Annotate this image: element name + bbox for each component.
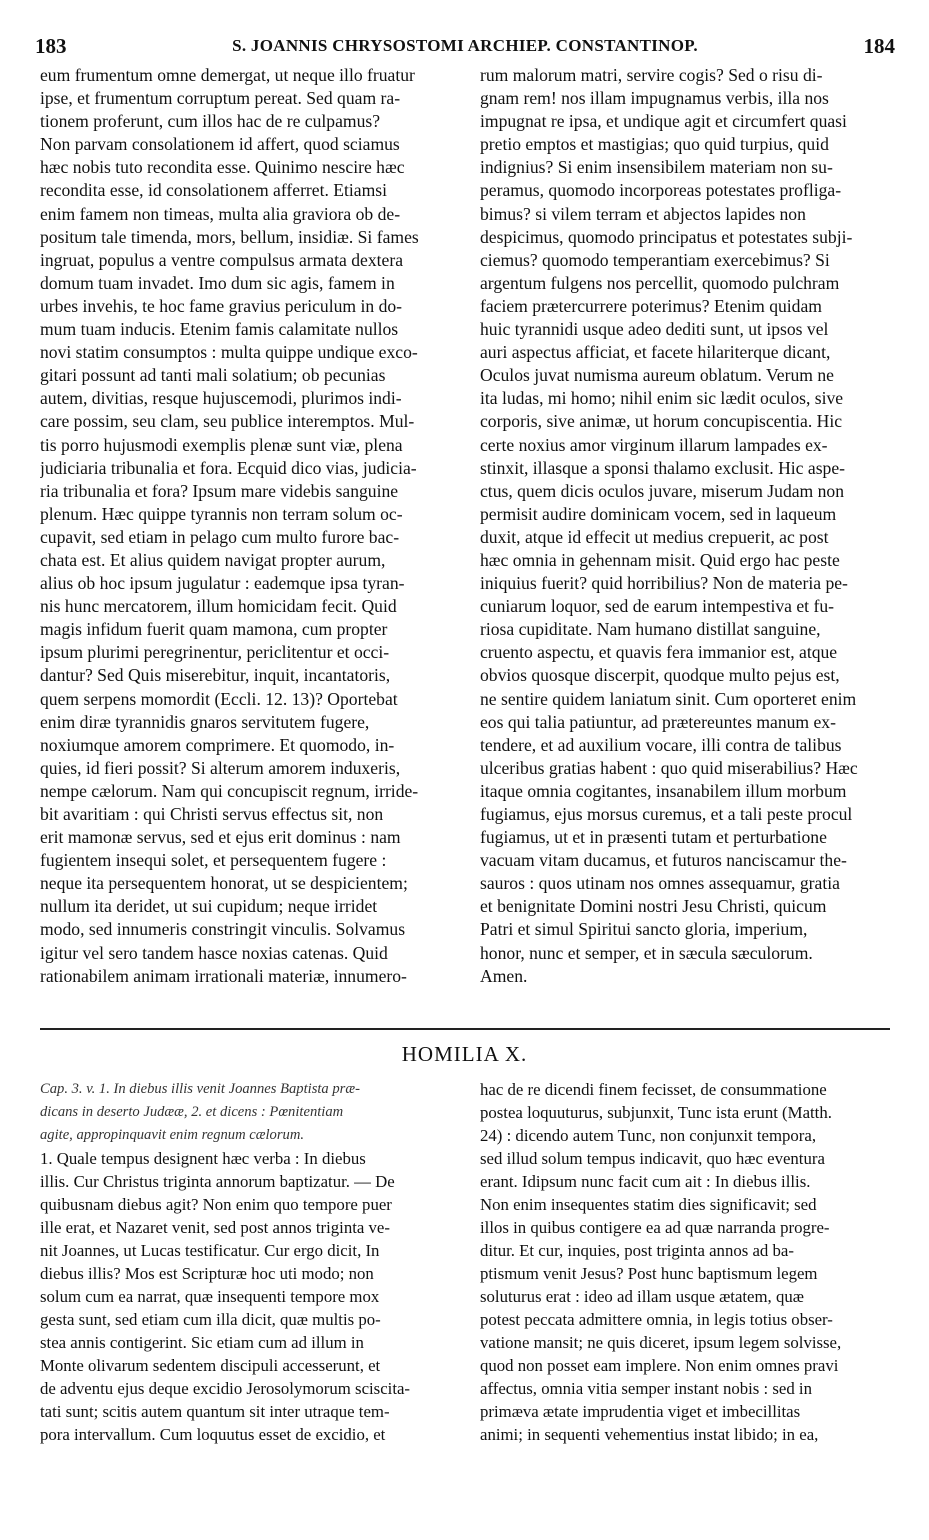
text-line: tati sunt; scitis autem quantum sit inter utraque tem- [40,1402,390,1421]
text-line: neque ita persequentem honorat, ut se despicientem; [40,873,408,894]
text-line: ulceribus gratias habent : quo quid miserabilius? Hæc [480,757,858,778]
text-line: nullum ita deridet, ut sui cupidum; neque irridet [40,896,378,917]
upper-right-column [480,64,892,988]
text-line: et benignitate Domini nostri Jesu Christi, quicum [480,896,827,917]
text-line: alius ob hoc ipsum jugulatur : eademque ipsa tyran- [40,573,405,594]
text-line: eos qui talia patiuntur, ad prætereuntes manum ex- [480,711,836,732]
text-line: Cap. 3. v. 1. In diebus illis venit Joannes Baptista præ- [40,1081,360,1097]
text-line: stinxit, illasque a sponsi thalamo exclusit. Hic aspe- [480,457,846,478]
text-line: quies, id fieri possit? Si alterum amorem induxeris, [40,757,401,778]
text-line: hæc omnia in gehennam misit. Quid ergo hac peste [480,549,840,570]
text-line: ita ludas, mi homo; nihil enim sic lædit oculos, sive [480,388,844,409]
text-line: primæva ætate imprudentia viget et imbecillitas [480,1402,801,1421]
text-line: hæc nobis tuto recondita esse. Quinimo nescire hæc [40,157,405,178]
text-line: dantur? Sed Quis miserebitur, inquit, incantatoris, [40,665,391,686]
text-line: cupavit, sed etiam in pelago cum multo furore bac- [40,526,400,547]
text-line: peramus, quomodo incorporeas potestates profliga- [480,180,842,201]
text-line: ipsum plurimi peregrinentur, periclitentur et occi- [40,642,390,663]
text-line: nis hunc mercatorem, illum homicidam fecit. Quid [40,596,397,617]
text-line: animi; in sequenti vehementius instat libido; in ea, [480,1425,819,1444]
text-line: riosa cupiditate. Nam humano distillat sanguine, [480,619,821,640]
text-line: de adventu ejus deque excidio Jerosolymorum sciscita- [40,1379,411,1398]
text-line: obvios quosque discerpit, quodque multo pejus est, [480,665,840,686]
text-line: Amen. [480,965,528,986]
text-line: despicimus, quomodo principatus et potestates subji- [480,226,853,247]
text-line: urbes invehis, te hoc fame gravius periculum in do- [40,295,403,316]
page-number-left: 183 [35,34,67,58]
text-line: ria tribunalia et fora? Ipsum mare videbis sanguine [40,480,399,501]
upper-left-column [40,64,450,988]
text-line: pretio emptos et mastigias; quo quid turpius, quid [480,134,829,155]
text-line: vatione mansit; ne quis diceret, ipsum legem solvisse, [480,1333,842,1352]
page-number-right: 184 [863,34,895,58]
text-line: itaque omnia cogitantes, insanabilem illum morbum [480,780,847,801]
text-line: huic tyrannidi usque adeo dediti sunt, ut ipsos vel [480,319,829,340]
text-line: honor, nunc et semper, et in sæcula sæculorum. [480,942,813,963]
text-line: hac de re dicendi finem fecisset, de consummatione [480,1080,827,1099]
text-line: impugnat re ipsa, et undique agit et circumfert quasi [480,111,847,132]
text-line: Monte olivarum sedentem discipuli accesserunt, et [40,1356,381,1375]
text-line: ipse, et frumentum corruptum pereat. Sed quam ra- [40,88,401,109]
text-line: iniquius fuerit? quid horribilius? Non de materia pe- [480,573,848,594]
text-line: agite, appropinquavit enim regnum cælorum. [40,1127,305,1143]
text-line: certe noxius amor virginum illarum lampades ex- [480,434,828,455]
text-line: postea loquuturus, subjunxit, Tunc ista erunt (Matth. [480,1103,832,1122]
text-line: mum tuam inducis. Etenim famis calamitate nullos [40,319,399,340]
text-line: indignius? Si enim insensibilem materiam non su- [480,157,833,178]
text-line: bit avaritiam : qui Christi servus effectus sit, non [40,804,384,824]
text-line: autem, divitias, resque hujuscemodi, plurimos indi- [40,388,402,409]
text-line: 24) : dicendo autem Tunc, non conjunxit tempora, [480,1126,817,1145]
text-line: bimus? si vilem terram et abjectos lapides non [480,203,806,224]
text-line: ptismum venit Jesus? Post hunc baptismum legem [480,1264,818,1283]
homily-title: HOMILIA X. [401,1042,528,1066]
text-line: sed illud solum tempus indicavit, quo hæc eventura [480,1149,825,1168]
text-line: erit mamonæ servus, sed et ejus erit dominus : nam [40,827,401,848]
text-line: quem serpens momordit (Eccli. 12. 13)? Oportebat [40,688,398,709]
text-line: argentum fulgens nos percellit, quomodo pulchram [480,272,840,293]
running-title: S. JOANNIS CHRYSOSTOMI ARCHIEP. CONSTANTINOP. [232,36,698,55]
text-line: cruento aspectu, et quavis fera immanior est, atque [480,642,838,663]
text-line: judiciaria tribunalia et fora. Ecquid dico vias, judicia- [40,457,417,478]
text-line: care possim, seu clam, seu publice interemptos. Mul- [40,411,415,432]
text-line: Oculos juvat numisma aureum oblatum. Verum ne [480,365,834,386]
text-line: diebus illis? Mos est Scripturæ hoc uti modo; non [40,1264,374,1283]
text-line: fugiamus, ut et in præsenti tutam et perturbatione [480,827,827,848]
text-line: fugientem insequi solet, et persequentem fugere : [40,850,387,871]
text-line: fugiamus, ejus morsus curemus, et a tali peste procul [480,804,853,824]
text-line: noxiumque amorem comprimere. Et quomodo, in- [40,734,395,755]
text-line: nit Joannes, ut Lucas testificatur. Cur ergo dicit, In [40,1241,380,1260]
text-line: duxit, atque id effecit ut medius crepuerit, ac post [480,526,829,547]
page-header [35,34,895,60]
section-divider [40,1028,890,1030]
text-line: tis porro hujusmodi exemplis plenæ sunt viæ, plena [40,434,403,455]
text-line: rationabilem animam irrationali materiæ, innumero- [40,965,407,986]
text-line: erant. Idipsum nunc facit cum ait : In diebus illis. [480,1172,811,1191]
text-line: rum malorum matri, servire cogis? Sed o risu di- [480,65,823,85]
text-line: ctus, quem dicis oculos juvare, miserum Judam non [480,480,845,501]
text-line: eum frumentum omne demergat, ut neque illo fruatur [40,65,415,85]
text-line: nempe cælorum. Nam qui concupiscit regnum, irride- [40,780,419,801]
text-line: plenum. Hæc quippe tyrannis non terram solum oc- [40,503,403,524]
lower-left-column [40,1078,450,1446]
text-line: gesta sunt, sed etiam cum illa dicit, quæ multis po- [40,1310,381,1329]
text-line: tionem proferunt, cum illos hac de re culpamus? [40,111,381,132]
text-line: Non parvam consolationem id affert, quod sciamus [40,134,400,155]
text-line: Patri et simul Spiritui sancto gloria, imperium, [480,919,808,940]
text-line: novi statim consumptos : multa quippe undique exco- [40,342,418,363]
text-line: enim famem non timeas, multa alia graviora ob de- [40,203,401,224]
text-line: pora intervallum. Cum loquutus esset de excidio, et [40,1425,386,1444]
text-line: positum tale timenda, mors, bellum, insidiæ. Si fames [40,226,419,247]
text-line: 1. Quale tempus designent hæc verba : In diebus [40,1149,366,1168]
text-line: soluturus erat : ideo ad illam usque ætatem, quæ [480,1287,804,1306]
text-line: sauros : quos utinam nos omnes assequamur, gratia [480,873,840,894]
text-line: quod non posset eam implere. Non enim omnes pravi [480,1356,839,1375]
text-line: permisit audire dominicam vocem, sed in laqueum [480,503,837,524]
text-line: ciemus? quomodo temperantiam exercebimus? Si [480,249,830,270]
text-line: gitari possunt ad tanti mali solatium; ob pecunias [40,365,386,386]
text-line: affectus, omnia vitia semper instant nobis : sed in [480,1379,812,1398]
text-line: recondita esse, id consolationem afferret. Etiamsi [40,180,388,201]
text-line: illos in quibus contigere ea ad quæ narranda progre- [480,1218,830,1237]
text-line: chata est. Et alius quidem navigat propter aurum, [40,549,386,570]
text-line: potest peccata admittere omnia, in legis totius obser- [480,1310,833,1329]
text-line: magis infidum fuerit quam mamona, cum propter [40,619,388,640]
text-line: auri aspectus afficiat, et facete hilariterque dicant, [480,342,831,363]
text-line: domum tuam invadet. Imo dum sic agis, famem in [40,272,395,293]
text-line: enim diræ tyrannidis gnaros servitutem fugere, [40,711,370,732]
text-line: stea annis contigerint. Sic etiam cum ad illum in [40,1333,364,1352]
text-line: illis. Cur Christus triginta annorum baptizatur. — De [40,1172,395,1191]
text-line: cuniarum loquor, sed de earum intempestiva et fu- [480,596,834,617]
text-line: Non enim insequentes statim dies significavit; sed [480,1195,817,1214]
text-line: solum cum ea narrat, quæ insequenti tempore mox [40,1287,380,1306]
text-line: ditur. Et cur, inquies, post triginta annos ad ba- [480,1241,794,1260]
lower-right-column [480,1078,892,1446]
text-line: vacuam vitam ducamus, et futuros nanciscamur the- [480,850,847,871]
text-line: dicans in deserto Judææ, 2. et dicens : Pœnitentiam [40,1104,344,1120]
text-line: ille erat, et Nazaret venit, sed post annos triginta ve- [40,1218,390,1237]
text-line: gnam rem! nos illam impugnamus verbis, illa nos [480,88,829,109]
text-line: tendere, et ad auxilium vocare, illi contra de talibus [480,734,842,755]
text-line: igitur vel sero tandem hasce noxias catenas. Quid [40,942,388,963]
text-line: faciem prætercurrere poterimus? Etenim quidam [480,295,822,316]
text-line: ingruat, populus a ventre compulsus armata dextera [40,249,403,270]
text-line: ne sentire quidem laniatum sinit. Cum oporteret enim [480,688,857,709]
text-line: corporis, sive animæ, ut horum concupiscentia. Hic [480,411,843,432]
text-line: modo, sed innumeris constringit vinculis. Solvamus [40,919,406,940]
text-line: quibusnam diebus agit? Non enim quo tempore puer [40,1195,392,1214]
